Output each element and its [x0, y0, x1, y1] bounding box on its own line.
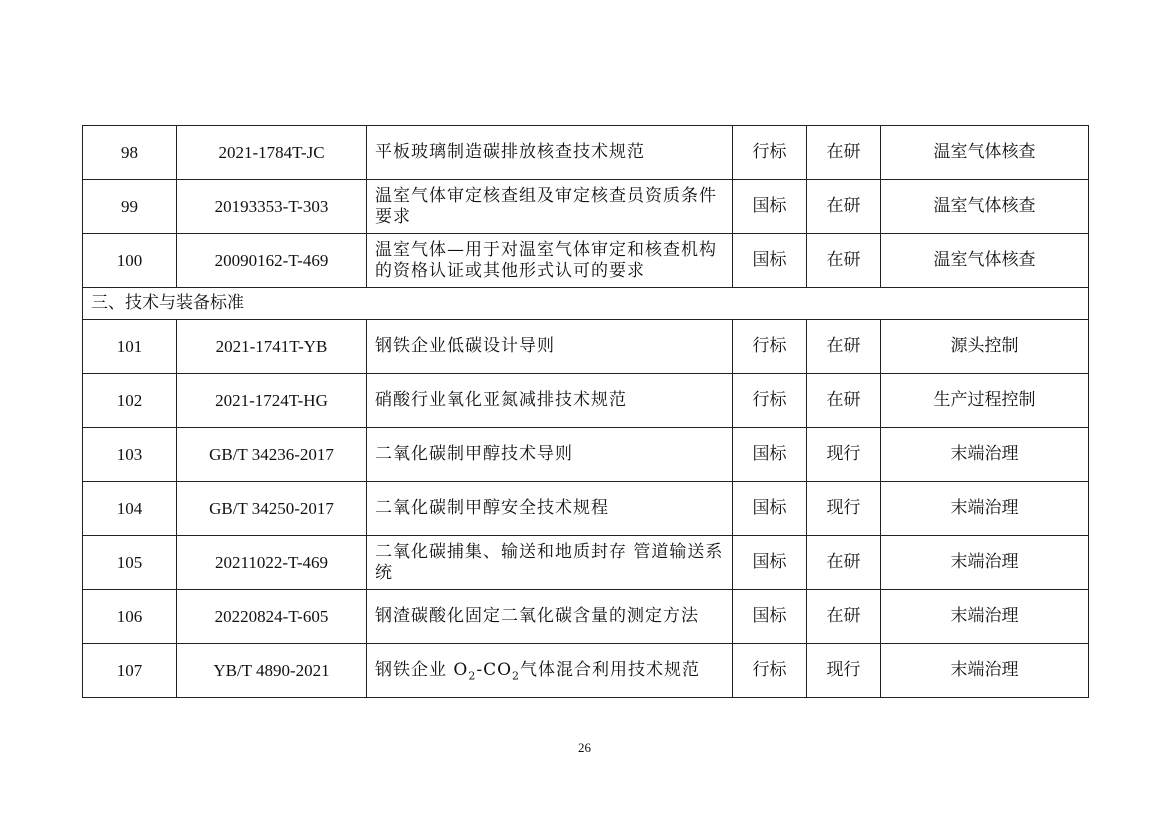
- standard-category: 末端治理: [881, 536, 1089, 590]
- standard-status: 在研: [807, 234, 881, 288]
- standard-code: 2021-1741T-YB: [177, 320, 367, 374]
- name-prefix: 钢铁企业 O: [375, 660, 469, 680]
- standard-category: 温室气体核查: [881, 126, 1089, 180]
- subscript-2: 2: [512, 669, 521, 683]
- standard-name: 二氧化碳制甲醇技术导则: [367, 428, 733, 482]
- standard-level: 国标: [733, 428, 807, 482]
- row-number: 103: [83, 428, 177, 482]
- standard-name: 温室气体—用于对温室气体审定和核查机构的资格认证或其他形式认可的要求: [367, 234, 733, 288]
- row-number: 98: [83, 126, 177, 180]
- standard-status: 在研: [807, 374, 881, 428]
- standard-status: 现行: [807, 482, 881, 536]
- section-title: 三、技术与装备标准: [83, 288, 1089, 320]
- row-number: 102: [83, 374, 177, 428]
- standard-level: 行标: [733, 320, 807, 374]
- standard-status: 现行: [807, 644, 881, 698]
- standard-level: 国标: [733, 536, 807, 590]
- table-row: [83, 320, 1089, 374]
- standard-category: 末端治理: [881, 644, 1089, 698]
- standard-level: 国标: [733, 482, 807, 536]
- standard-name: 温室气体审定核查组及审定核查员资质条件要求: [367, 180, 733, 234]
- section-header-row: [83, 288, 1089, 320]
- standard-level: 行标: [733, 644, 807, 698]
- standard-name: 平板玻璃制造碳排放核查技术规范: [367, 126, 733, 180]
- table-row: [83, 644, 1089, 698]
- standard-code: 20211022-T-469: [177, 536, 367, 590]
- subscript-2: 2: [468, 669, 477, 683]
- standard-level: 国标: [733, 590, 807, 644]
- standard-code: 20193353-T-303: [177, 180, 367, 234]
- standard-status: 在研: [807, 180, 881, 234]
- row-number: 105: [83, 536, 177, 590]
- standard-level: 国标: [733, 180, 807, 234]
- row-number: 101: [83, 320, 177, 374]
- standard-name: 钢铁企业低碳设计导则: [367, 320, 733, 374]
- standard-level: 行标: [733, 126, 807, 180]
- standard-code: GB/T 34250-2017: [177, 482, 367, 536]
- standard-category: 温室气体核查: [881, 180, 1089, 234]
- standard-category: 生产过程控制: [881, 374, 1089, 428]
- standard-category: 末端治理: [881, 482, 1089, 536]
- table-row: [83, 482, 1089, 536]
- table-row: [83, 374, 1089, 428]
- standard-level: 行标: [733, 374, 807, 428]
- row-number: 100: [83, 234, 177, 288]
- standard-status: 在研: [807, 590, 881, 644]
- row-number: 104: [83, 482, 177, 536]
- table-row: [83, 536, 1089, 590]
- standard-code: 20220824-T-605: [177, 590, 367, 644]
- standard-code: 2021-1724T-HG: [177, 374, 367, 428]
- page-number: 26: [578, 740, 591, 755]
- standard-name: 钢渣碳酸化固定二氧化碳含量的测定方法: [367, 590, 733, 644]
- standard-status: 现行: [807, 428, 881, 482]
- standard-name: 二氧化碳捕集、输送和地质封存 管道输送系统: [367, 536, 733, 590]
- standard-name: 二氧化碳制甲醇安全技术规程: [367, 482, 733, 536]
- standard-category: 源头控制: [881, 320, 1089, 374]
- standard-name: [367, 644, 733, 698]
- name-suffix: 气体混合利用技术规范: [520, 660, 701, 680]
- table-row: [83, 590, 1089, 644]
- standard-level: 国标: [733, 234, 807, 288]
- table-row: [83, 234, 1089, 288]
- table-row: [83, 180, 1089, 234]
- standards-table: [82, 125, 1089, 698]
- row-number: 99: [83, 180, 177, 234]
- name-mid: -CO: [476, 660, 513, 680]
- standard-code: GB/T 34236-2017: [177, 428, 367, 482]
- table-row: [83, 428, 1089, 482]
- row-number: 106: [83, 590, 177, 644]
- standard-code: 20090162-T-469: [177, 234, 367, 288]
- standard-status: 在研: [807, 126, 881, 180]
- standard-status: 在研: [807, 536, 881, 590]
- standard-name: 硝酸行业氧化亚氮减排技术规范: [367, 374, 733, 428]
- table-row: [83, 126, 1089, 180]
- standard-category: 末端治理: [881, 428, 1089, 482]
- row-number: 107: [83, 644, 177, 698]
- standard-category: 末端治理: [881, 590, 1089, 644]
- standard-category: 温室气体核查: [881, 234, 1089, 288]
- standard-status: 在研: [807, 320, 881, 374]
- standard-code: YB/T 4890-2021: [177, 644, 367, 698]
- standard-code: 2021-1784T-JC: [177, 126, 367, 180]
